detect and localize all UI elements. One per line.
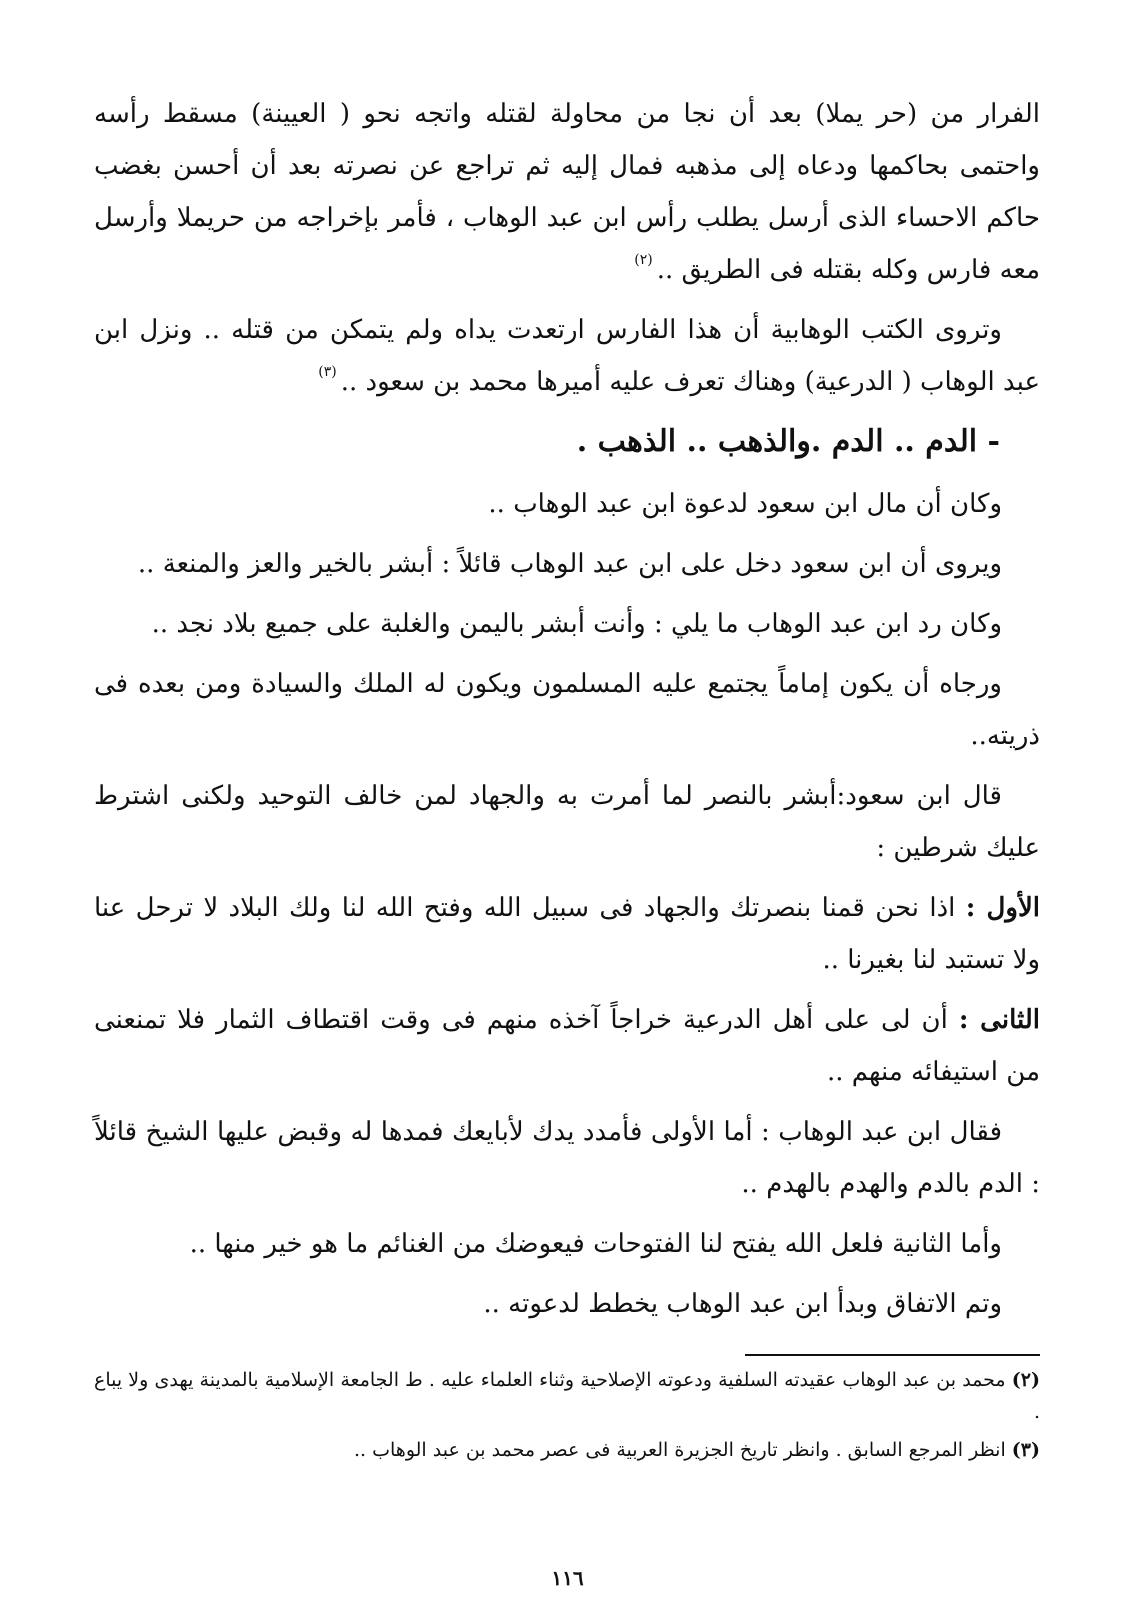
paragraph: فقال ابن عبد الوهاب : أما الأولى فأمدد يدك لأبايعك فمدها له وقبض عليها الشيخ قائلاً : الدم بالدم والهدم بالهدم .. [94,1117,1040,1199]
paragraph: ورجاه أن يكون إماماً يجتمع عليه المسلمون ويكون له الملك والسيادة ومن بعده فى ذريته.. [94,669,1040,751]
condition-second [94,994,1040,1098]
footnote-number: (٣) [1011,1439,1040,1461]
footnote-number: (٢) [1011,1369,1040,1391]
page-number: ١١٦ [551,1566,584,1590]
footnote-2 [94,1364,1040,1428]
paragraph: وأما الثانية فلعل الله يفتح لنا الفتوحات فيعوضك من الغنائم ما هو خير منها .. [189,1229,1002,1259]
footnote-separator [745,1354,1040,1356]
paragraph-text: الفرار من (حر يملا) بعد أن نجا من محاولة لقتله واتجه نحو ( العيينة) مسقط رأسه واحتمى بحاكمها ودعاه إلى مذهبه فمال إليه ثم تراجع عن نصرته بعد أن أحسن بغضب حاكم الاحساء الذى أرسل يطلب رأس ابن عبد الوهاب ، فأمر بإخراجه من حريملا وأرسل معه فارس وكله بقتله فى الطريق .. [94,99,1040,285]
paragraph-text: وتروى الكتب الوهابية أن هذا الفارس ارتعدت يداه ولم يتمكن من قتله .. ونزل ابن عبد الوهاب ( الدرعية) وهناك تعرف عليه أميرها محمد بن سعود .. [94,315,1040,397]
paragraph-dir-iyah [94,304,1040,408]
paragraph: وتم الاتفاق وبدأ ابن عبد الوهاب يخطط لدعوته .. [483,1289,1002,1319]
footnote-text: انظر المرجع السابق . وانظر تاريخ الجزيرة العربية فى عصر محمد بن عبد الوهاب .. [354,1439,1006,1461]
condition-label: الأول : [965,893,1040,923]
footnote-ref-3[interactable]: (٣) [318,364,337,380]
paragraph-flight [94,88,1040,296]
paragraph: ويروى أن ابن سعود دخل على ابن عبد الوهاب قائلاً : أبشر بالخير والعز والمنعة .. [137,549,1002,579]
paragraph: وكان رد ابن عبد الوهاب ما يلي : وأنت أبشر باليمن والغلبة على جميع بلاد نجد .. [151,609,1002,639]
condition-text: اذا نحن قمنا بنصرتك والجهاد فى سبيل الله وفتح الله لنا ولك البلاد لا ترحل عنا ولا تستبد لنا بغيرنا .. [94,893,1040,975]
footnote-ref-2[interactable]: (٢) [634,252,653,268]
condition-label: الثانى : [958,1005,1041,1035]
section-heading: - الدم .. الدم .والذهب .. الذهب . [576,424,1000,459]
paragraph: قال ابن سعود:أبشر بالنصر لما أمرت به والجهاد لمن خالف التوحيد ولكنى اشترط عليك شرطين : [94,781,1040,863]
main-text [94,88,1040,1338]
condition-first [94,882,1040,986]
footnote-text: محمد بن عبد الوهاب عقيدته السلفية ودعوته الإصلاحية وثناء العلماء عليه . ط الجامعة الإسلامية بالمدينة يهدى ولا يباع . [94,1369,1040,1423]
footnotes [94,1364,1040,1472]
footnote-3 [94,1434,1040,1466]
paragraph: وكان أن مال ابن سعود لدعوة ابن عبد الوهاب .. [488,489,1002,519]
condition-text: أن لى على أهل الدرعية خراجاً آخذه منهم فى وقت اقتطاف الثمار فلا تمنعنى من استيفائه منهم .. [94,1005,1040,1087]
